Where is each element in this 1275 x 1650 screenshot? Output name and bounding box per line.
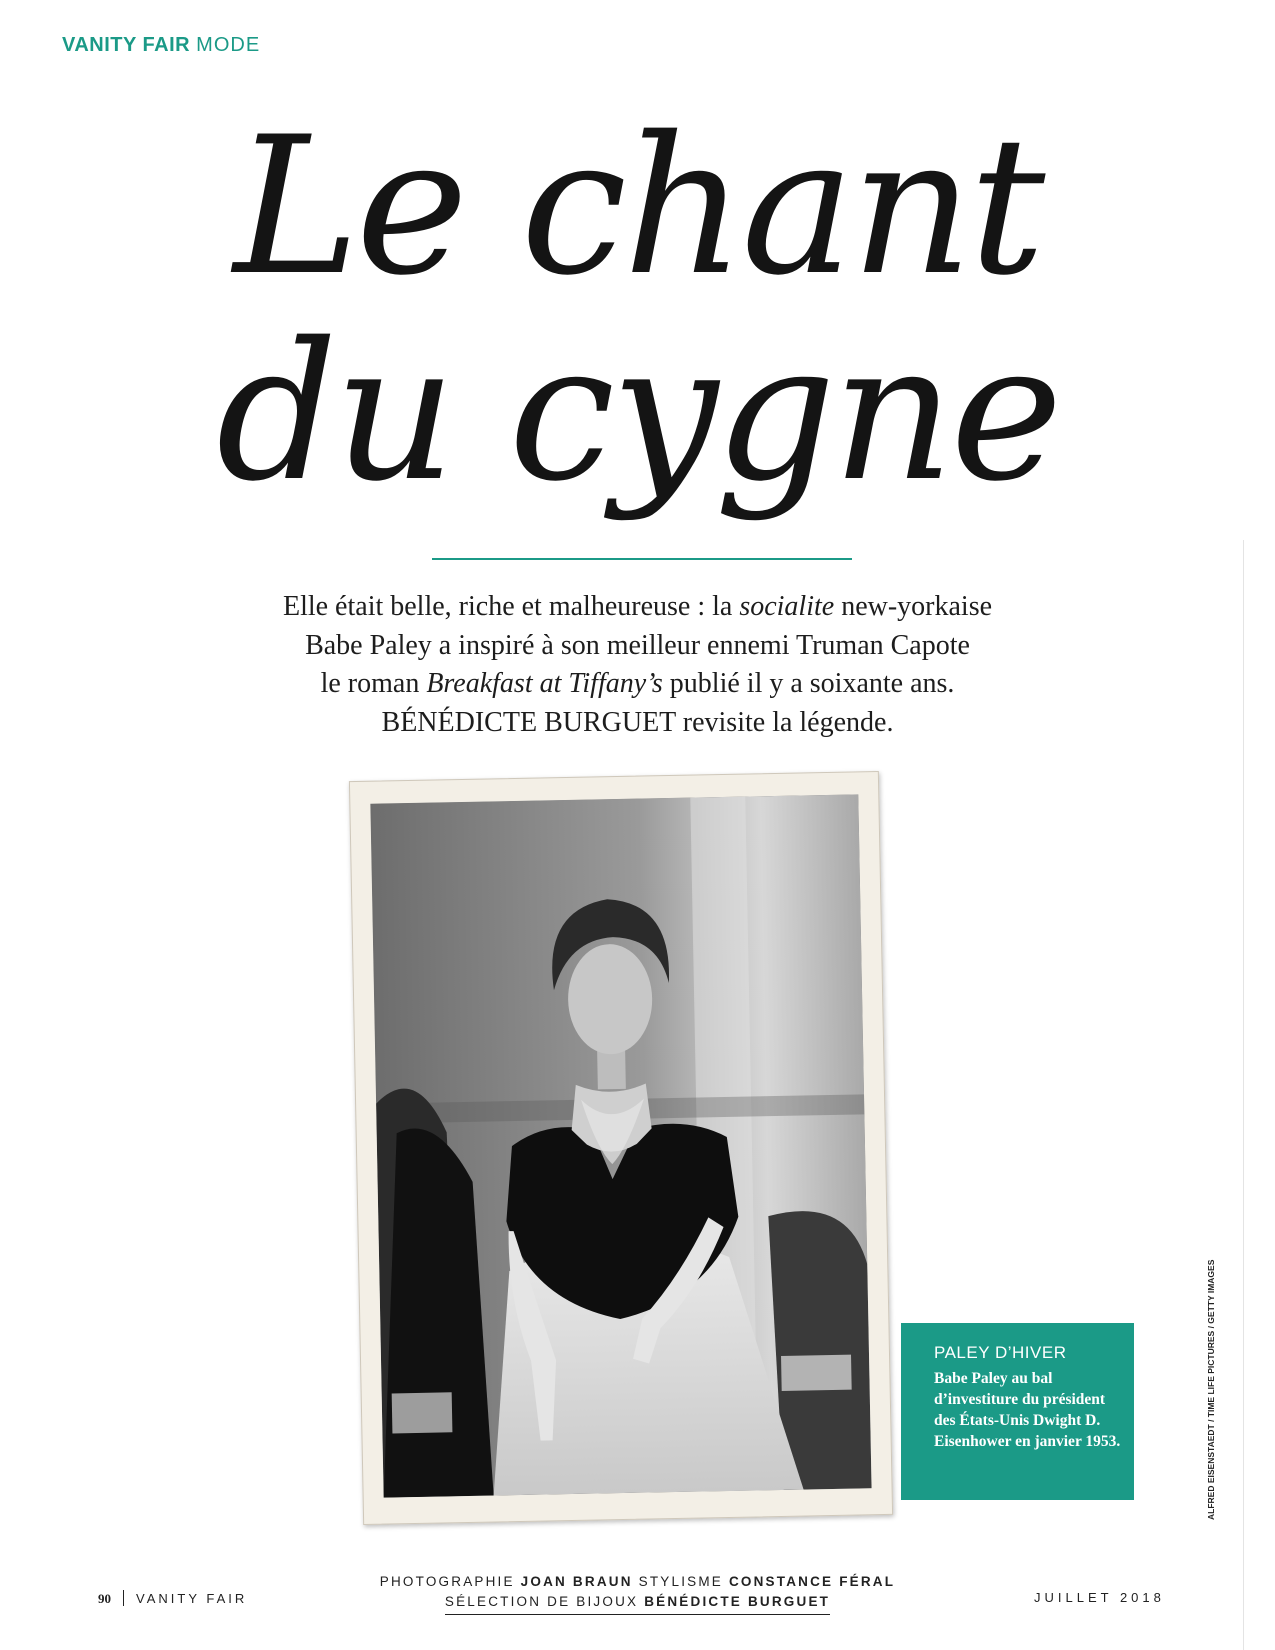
page-edge-line — [1243, 540, 1244, 1650]
portrait-photo — [370, 794, 871, 1497]
standfirst-line: Elle était belle, riche et malheureuse : la socialite new-yorkaise — [282, 591, 993, 622]
headline-line-2: du cygne — [216, 302, 1059, 523]
standfirst-line: le roman Breakfast at Tiffany’s publié il y a soixante ans. — [320, 668, 955, 699]
caption-text: Babe Paley au bal d’investiture du président des États-Unis Dwight D. Eisenhower en janvier 1953. — [934, 1370, 1121, 1450]
standfirst-line: Babe Paley a inspiré à son meilleur ennemi Truman Capote — [305, 629, 970, 661]
folio-separator — [123, 1590, 124, 1606]
page-number: 90 — [98, 1591, 111, 1606]
standfirst — [160, 588, 1115, 742]
rubric-section: MODE — [196, 34, 261, 56]
headline-line-1: Le chant — [233, 96, 1042, 317]
standfirst-line: BÉNÉDICTE BURGUET revisite la légende. — [381, 706, 894, 738]
credits-line-2: SÉLECTION DE BIJOUX BÉNÉDICTE BURGUET — [445, 1592, 830, 1615]
rubric-brand: VANITY FAIR — [62, 34, 191, 56]
caption-title: PALEY D’HIVER — [934, 1343, 1067, 1362]
credits-line-1: PHOTOGRAPHIE JOAN BRAUN STYLISME CONSTANCE FÉRAL — [379, 1574, 896, 1589]
section-rubric — [62, 34, 260, 57]
photo-caption-box — [901, 1323, 1134, 1500]
divider-rule — [432, 558, 852, 560]
portrait-illustration — [370, 794, 871, 1497]
vintage-photo-frame — [349, 771, 893, 1525]
production-credits — [350, 1572, 925, 1615]
folio — [98, 1590, 247, 1607]
photo-credit: ALFRED EISENSTAEDT / TIME LIFE PICTURES / GETTY IMAGES — [1206, 1259, 1216, 1520]
issue-date: JUILLET 2018 — [1034, 1590, 1165, 1605]
magazine-name: VANITY FAIR — [136, 1591, 248, 1606]
